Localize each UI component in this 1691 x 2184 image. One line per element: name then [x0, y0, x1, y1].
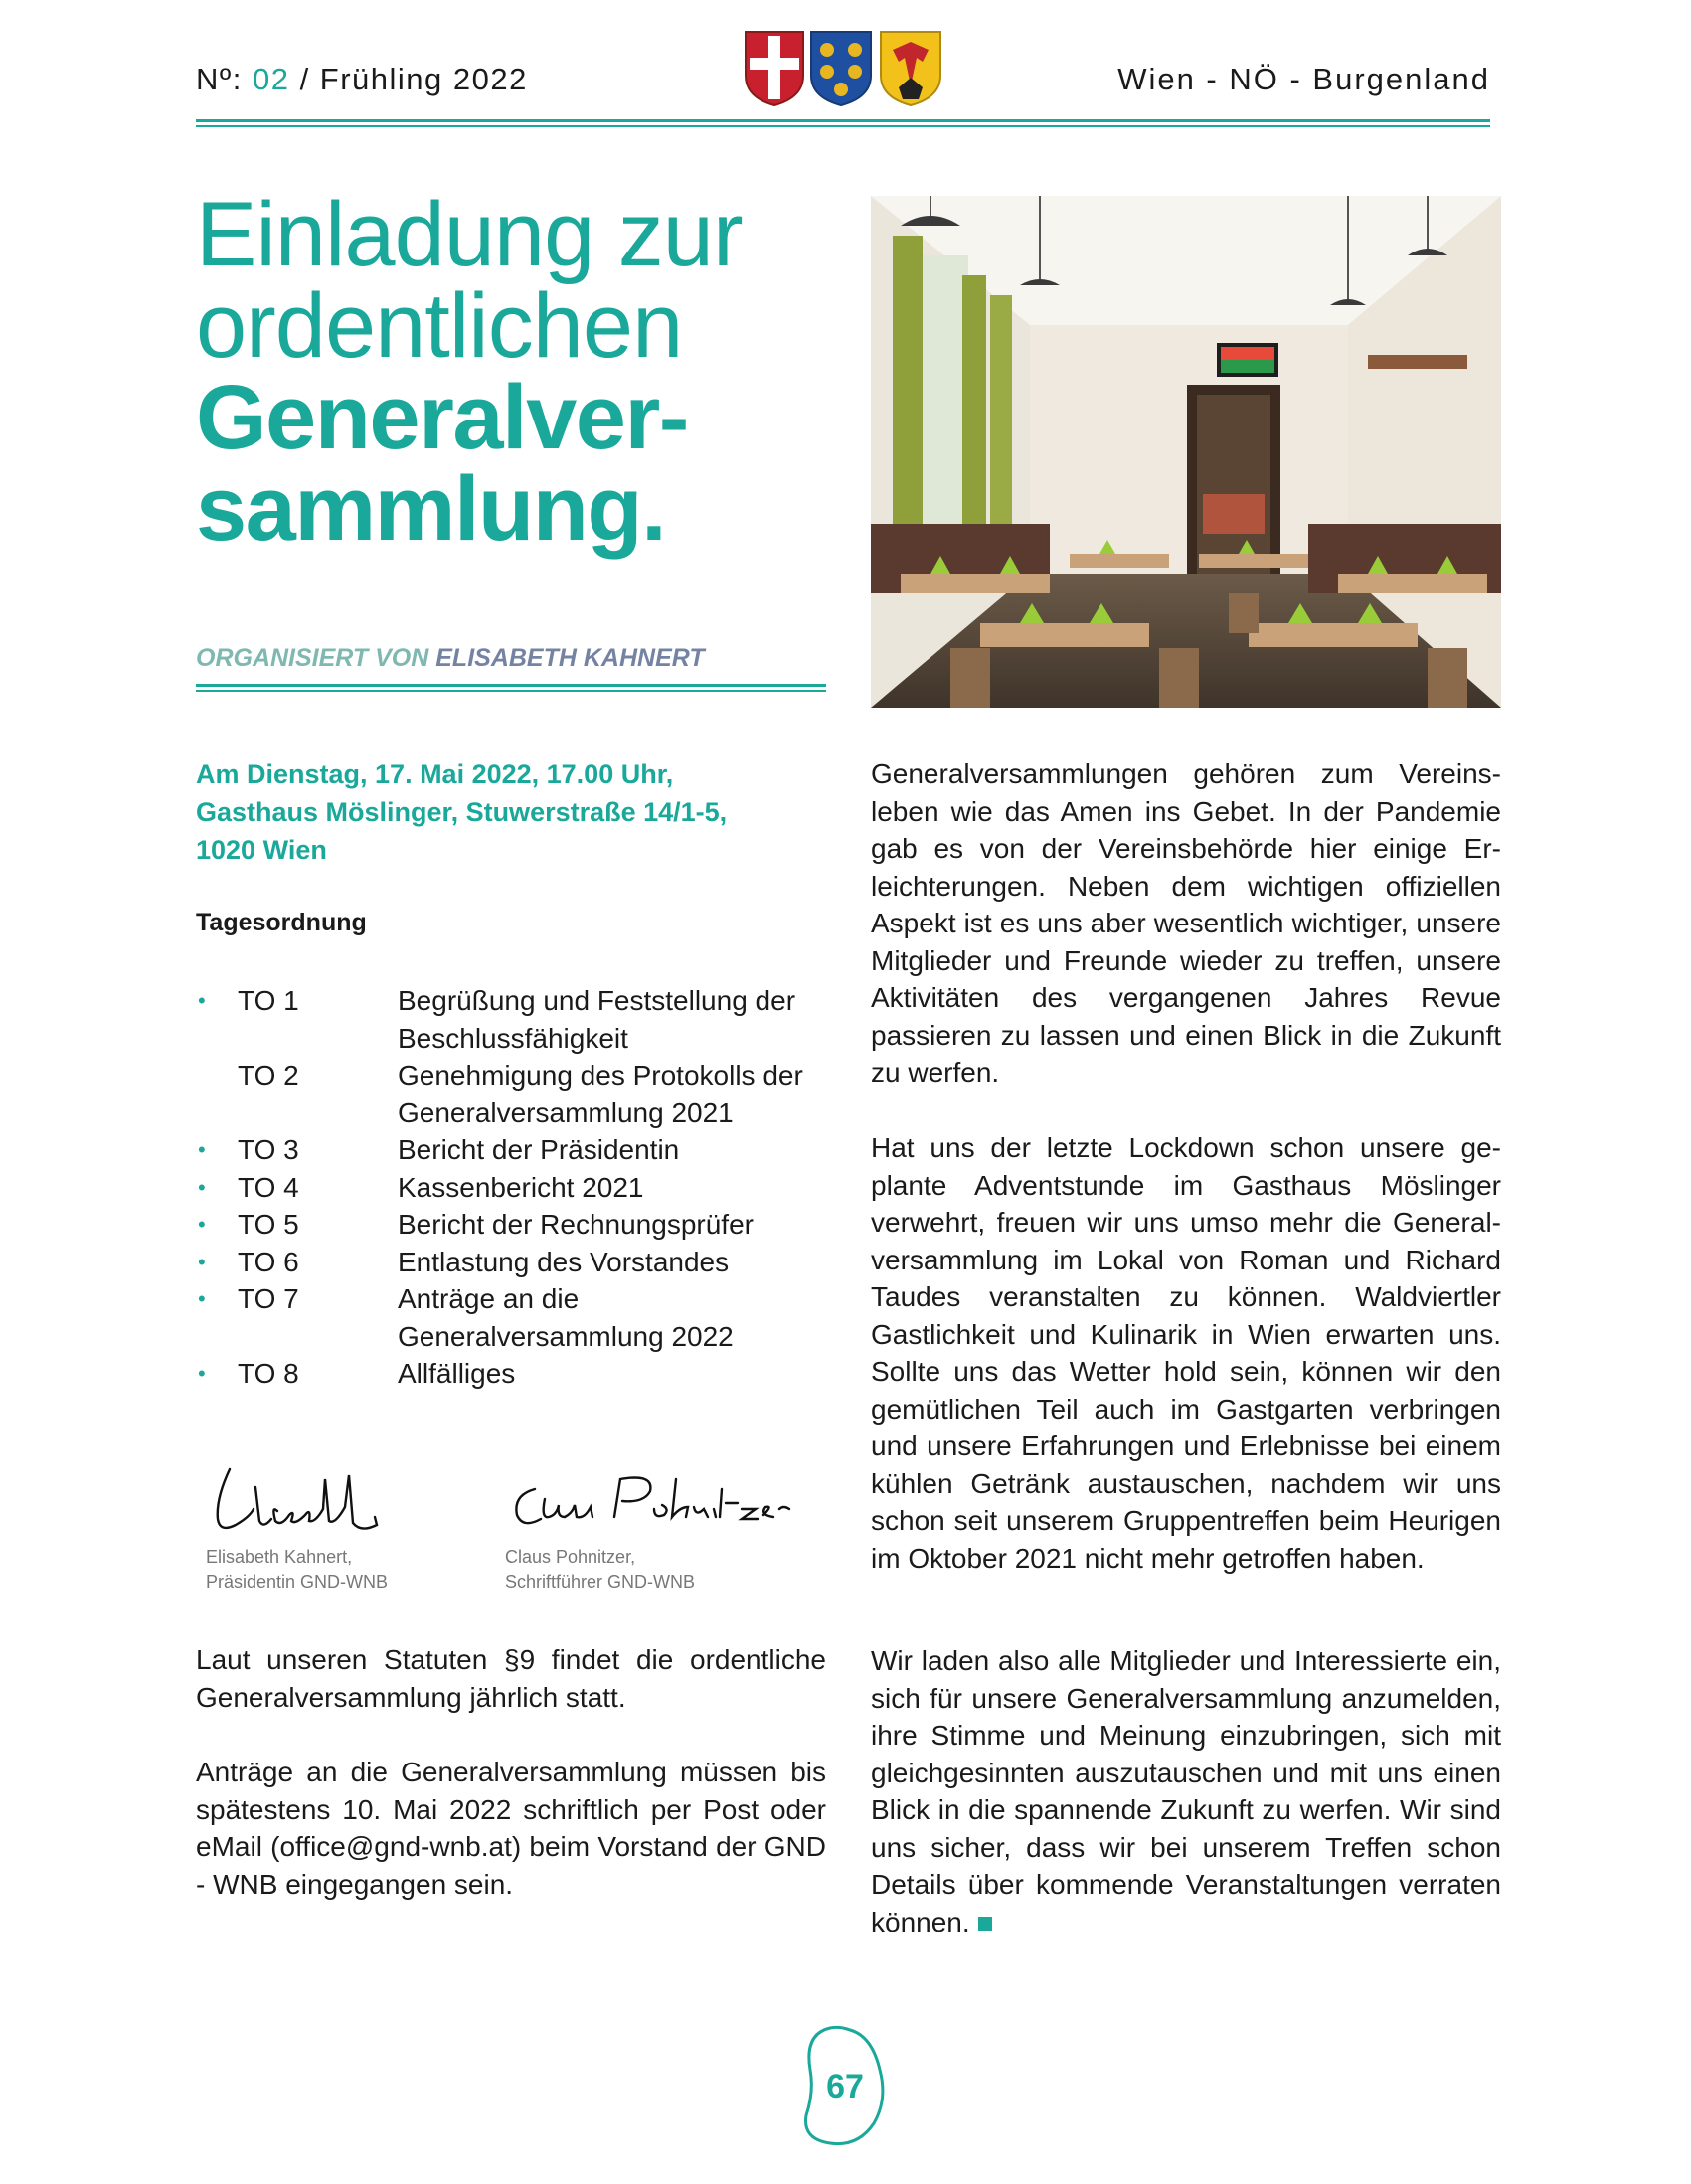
agenda-item-text: Anträge an die Generalversammlung 2022 — [398, 1283, 734, 1352]
event-city-line: 1020 Wien — [196, 835, 327, 865]
agenda-item-text: Begrüßung und Feststellung der Beschlussfähigkeit — [398, 985, 796, 1054]
agenda-item — [196, 1355, 832, 1393]
coat-of-arms-group — [742, 28, 944, 107]
agenda-item-text: Genehmigung des Protokolls der Generalversammlung 2021 — [398, 1060, 803, 1128]
body-paragraph-3 — [871, 1642, 1501, 1940]
signature-image-pohnitzer — [505, 1459, 803, 1539]
header-rule — [196, 119, 1490, 127]
agenda-item — [196, 1131, 832, 1169]
byline-prefix: ORGANISIERT VON — [196, 644, 429, 672]
agenda-item — [196, 1244, 832, 1281]
bullet-icon — [196, 1057, 238, 1131]
agenda-list — [196, 982, 832, 1393]
issue-number: 02 — [252, 62, 290, 96]
signature-role-kahnert: Präsidentin GND-WNB — [206, 1572, 389, 1592]
agenda-item — [196, 1169, 832, 1207]
agenda-item-text: Entlastung des Vorstandes — [398, 1246, 730, 1277]
agenda-item — [196, 1280, 832, 1355]
agenda-item — [196, 982, 832, 1057]
agenda-item-code: TO 2 — [238, 1060, 299, 1091]
region-label: Wien - NÖ - Burgenland — [1117, 62, 1490, 96]
signature-pohnitzer — [505, 1459, 803, 1595]
title-line-3: Generalver- — [196, 367, 688, 468]
statutes-paragraph: Laut unseren Statuten §9 findet die ordentliche Generalversammlung jährlich statt. — [196, 1644, 826, 1713]
agenda-item-code: TO 5 — [238, 1209, 299, 1240]
event-date-line: Am Dienstag, 17. Mai 2022, 17.00 Uhr, — [196, 759, 674, 789]
body-paragraph-1: Generalversammlungen gehören zum Vereinsleben wie das Amen ins Gebet. In der Pandemie gab es von der Vereinsbehörde hier einige Erleichterungen. Neben dem wichtigen offiziellen Aspekt ist es uns aber wesentlich wichtiger, unsere Mitglieder und Freunde wieder zu treffen, unsere Aktivitäten des vergangenen Jahres Revue passieren zu lassen und einen Blick in die Zukunft zu werfen. — [871, 758, 1501, 1088]
bullet-icon: • — [198, 1249, 206, 1274]
page-title — [196, 184, 832, 560]
issue-label — [196, 62, 528, 97]
bullet-icon: • — [198, 1212, 206, 1237]
bullet-icon: • — [198, 1137, 206, 1162]
bullet-icon: • — [198, 988, 206, 1013]
motions-paragraph: Anträge an die Generalversammlung müssen bis spätestens 10. Mai 2022 schriftlich per Post oder eMail (office@gnd-wnb.at) beim Vorstand der GND - WNB eingegangen sein. — [196, 1757, 826, 1900]
title-line-1: Einladung zur — [196, 184, 743, 285]
agenda-item-code: TO 1 — [238, 985, 299, 1016]
byline-rule — [196, 684, 826, 692]
agenda-item-code: TO 4 — [238, 1171, 299, 1203]
signature-role-pohnitzer: Schriftführer GND-WNB — [505, 1572, 696, 1592]
body-paragraph-3-text: Wir laden also alle Mitglieder und Interessierte ein, sich für unsere Generalversammlung anzumelden, ihre Stimme und Meinung einzubringen, sich mit gleichgesinnten auszutauschen und mit uns einen Blick in die spannende Zukunft zu werfen. Wir sind uns sicher, dass wir bei unserem Treffen schon Details über kommende Veranstaltungen verraten können. — [871, 1645, 1501, 1937]
square-end-mark-icon — [978, 1917, 992, 1931]
agenda-item-text: Bericht der Präsidentin — [398, 1134, 680, 1165]
signature-name-kahnert: Elisabeth Kahnert, — [206, 1547, 353, 1567]
issue-season: / Frühling 2022 — [299, 62, 528, 96]
body-paragraph-2: Hat uns der letzte Lockdown schon unsere geplante Adventstunde im Gasthaus Möslinger verwehrt, freuen wir uns umso mehr die Generalversammlung im Lokal von Roman und Richard Taudes veranstalten zu können. Waldviertler Gastlichkeit und Kulinarik in Wien erwarten uns. Sollte uns das Wetter hold sein, können wir den gemütlichen Teil auch im Gastgarten verbringen und unsere Erfahrungen und Erlebnisse bei einem kühlen Getränk austauschen, nachdem wir uns schon seit unserem Gruppentreffen beim Heurigen im Oktober 2021 nicht mehr getroffen haben. — [871, 1132, 1501, 1574]
signature-image-kahnert — [206, 1459, 424, 1539]
event-venue-line: Gasthaus Möslinger, Stuwerstraße 14/1-5, — [196, 797, 728, 827]
lower-austria-coat-of-arms-icon — [811, 32, 871, 105]
agenda-item-text: Allfälliges — [398, 1358, 516, 1389]
bullet-icon: • — [198, 1174, 206, 1200]
byline — [196, 644, 705, 673]
event-details — [196, 756, 832, 869]
signature-kahnert — [206, 1459, 504, 1595]
byline-name: ELISABETH KAHNERT — [435, 644, 705, 672]
agenda-item — [196, 1057, 832, 1131]
agenda-item-code: TO 8 — [238, 1358, 299, 1389]
vienna-coat-of-arms-icon — [746, 32, 803, 105]
page-number: 67 — [826, 2068, 864, 2105]
signature-name-pohnitzer: Claus Pohnitzer, — [505, 1547, 636, 1567]
title-line-4: sammlung. — [196, 458, 666, 560]
page-number-badge — [800, 2020, 890, 2149]
agenda-item-code: TO 7 — [238, 1283, 299, 1314]
agenda-heading: Tagesordnung — [196, 909, 367, 936]
bullet-icon: • — [198, 1286, 206, 1311]
restaurant-interior-photo — [871, 196, 1501, 708]
agenda-item-text: Bericht der Rechnungsprüfer — [398, 1209, 754, 1240]
bullet-icon: • — [198, 1361, 206, 1386]
agenda-item-code: TO 6 — [238, 1246, 299, 1277]
agenda-item-text: Kassenbericht 2021 — [398, 1171, 644, 1203]
agenda-item-code: TO 3 — [238, 1134, 299, 1165]
burgenland-coat-of-arms-icon — [881, 32, 940, 105]
title-line-2: ordentlichen — [196, 275, 683, 377]
issue-prefix: Nº: — [196, 62, 243, 96]
agenda-item — [196, 1206, 832, 1244]
